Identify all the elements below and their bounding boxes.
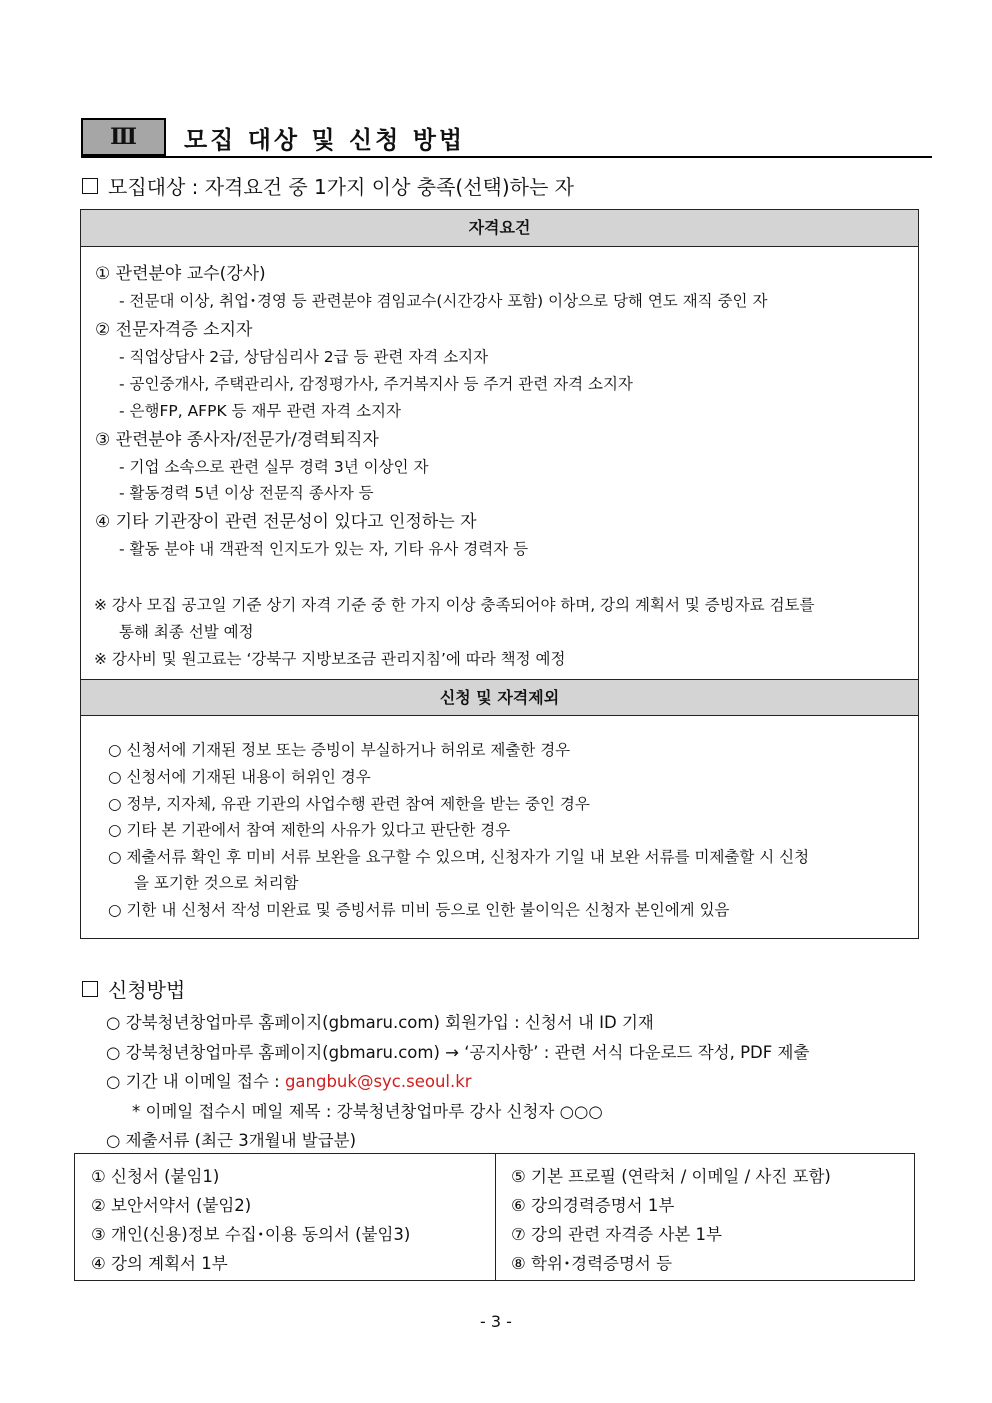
requirement-detail: - 은행FP, AFPK 등 재무 관련 자격 소지자 — [119, 402, 401, 420]
exclusion-header: 신청 및 자격제외 — [81, 679, 918, 716]
requirements-table — [80, 209, 919, 939]
method-heading: 신청방법 — [82, 974, 185, 1003]
requirement-detail: - 활동 분야 내 객관적 인지도가 있는 자, 기타 유사 경력자 등 — [119, 540, 529, 558]
requirement-item: ① 관련분야 교수(강사) — [95, 264, 266, 284]
exclusion-item: ○ 제출서류 확인 후 미비 서류 보완을 요구할 수 있으며, 신청자가 기일 내 보완 서류를 미제출할 시 신청 — [108, 848, 810, 866]
documents-heading: ○ 제출서류 (최근 3개월내 발급분) — [106, 1131, 357, 1150]
requirement-detail: - 직업상담사 2급, 상담심리사 2급 등 관련 자격 소지자 — [119, 348, 489, 366]
document-item: ⑥ 강의경력증명서 1부 — [511, 1196, 675, 1215]
requirement-detail: - 기업 소속으로 관련 실무 경력 3년 이상인 자 — [119, 458, 429, 476]
documents-table — [74, 1153, 915, 1281]
exclusion-item: ○ 신청서에 기재된 정보 또는 증빙이 부실하거나 허위로 제출한 경우 — [108, 741, 571, 759]
document-item: ④ 강의 계획서 1부 — [91, 1254, 228, 1273]
section-header — [81, 118, 932, 160]
checkbox-square-icon — [82, 981, 98, 997]
exclusion-item: ○ 기한 내 신청서 작성 미완료 및 증빙서류 미비 등으로 인한 불이익은 신청자 본인에게 있음 — [108, 901, 730, 919]
documents-divider — [495, 1154, 496, 1280]
exclusion-item: ○ 정부, 지자체, 유관 기관의 사업수행 관련 참여 제한을 받는 중인 경우 — [108, 795, 590, 813]
document-item: ① 신청서 (붙임1) — [91, 1167, 220, 1186]
email-subject-note: * 이메일 접수시 메일 제목 : 강북청년창업마루 강사 신청자 ○○○ — [132, 1102, 603, 1121]
section-underline — [81, 156, 932, 158]
document-item: ⑦ 강의 관련 자격증 사본 1부 — [511, 1225, 722, 1244]
requirement-note: 통해 최종 선발 예정 — [119, 623, 254, 641]
exclusion-item: 을 포기한 것으로 처리함 — [134, 874, 299, 892]
requirement-item: ② 전문자격증 소지자 — [95, 320, 253, 340]
requirements-header: 자격요건 — [81, 210, 918, 247]
requirement-item: ③ 관련분야 종사자/전문가/경력퇴직자 — [95, 430, 379, 450]
target-heading: 모집대상 : 자격요건 중 1가지 이상 충족(선택)하는 자 — [82, 171, 574, 200]
section-title: 모집 대상 및 신청 방법 — [184, 126, 466, 154]
section-number: Ⅲ — [81, 118, 166, 156]
requirement-detail: - 활동경력 5년 이상 전문직 종사자 등 — [119, 484, 374, 502]
document-item: ⑤ 기본 프로필 (연락처 / 이메일 / 사진 포함) — [511, 1167, 831, 1186]
page-number: - 3 - — [480, 1312, 512, 1331]
email-link[interactable]: gangbuk@syc.seoul.kr — [284, 1072, 472, 1091]
method-line: ○ 강북청년창업마루 홈페이지(gbmaru.com) → ‘공지사항’ : 관련 서식 다운로드 작성, PDF 제출 — [106, 1043, 810, 1062]
requirement-detail: - 전문대 이상, 취업･경영 등 관련분야 겸임교수(시간강사 포함) 이상으로 당해 연도 재직 중인 자 — [119, 292, 768, 310]
requirement-note: ※ 강사 모집 공고일 기준 상기 자격 기준 중 한 가지 이상 충족되어야 하며, 강의 계획서 및 증빙자료 검토를 — [94, 596, 815, 614]
document-item: ③ 개인(신용)정보 수집･이용 동의서 (붙임3) — [91, 1225, 411, 1244]
document-item: ⑧ 학위･경력증명서 등 — [511, 1254, 673, 1273]
exclusion-item: ○ 신청서에 기재된 내용이 허위인 경우 — [108, 768, 371, 786]
checkbox-square-icon — [82, 178, 98, 194]
document-item: ② 보안서약서 (붙임2) — [91, 1196, 252, 1215]
method-email-line: ○ 기간 내 이메일 접수 : gangbuk@syc.seoul.kr — [106, 1072, 472, 1091]
exclusion-item: ○ 기타 본 기관에서 참여 제한의 사유가 있다고 판단한 경우 — [108, 821, 511, 839]
requirement-detail: - 공인중개사, 주택관리사, 감정평가사, 주거복지사 등 주거 관련 자격 소지자 — [119, 375, 633, 393]
requirement-note: ※ 강사비 및 원고료는 ‘강북구 지방보조금 관리지침’에 따라 책정 예정 — [94, 650, 566, 668]
method-line: ○ 강북청년창업마루 홈페이지(gbmaru.com) 회원가입 : 신청서 내 ID 기재 — [106, 1013, 654, 1032]
requirement-item: ④ 기타 기관장이 관련 전문성이 있다고 인정하는 자 — [95, 512, 477, 532]
